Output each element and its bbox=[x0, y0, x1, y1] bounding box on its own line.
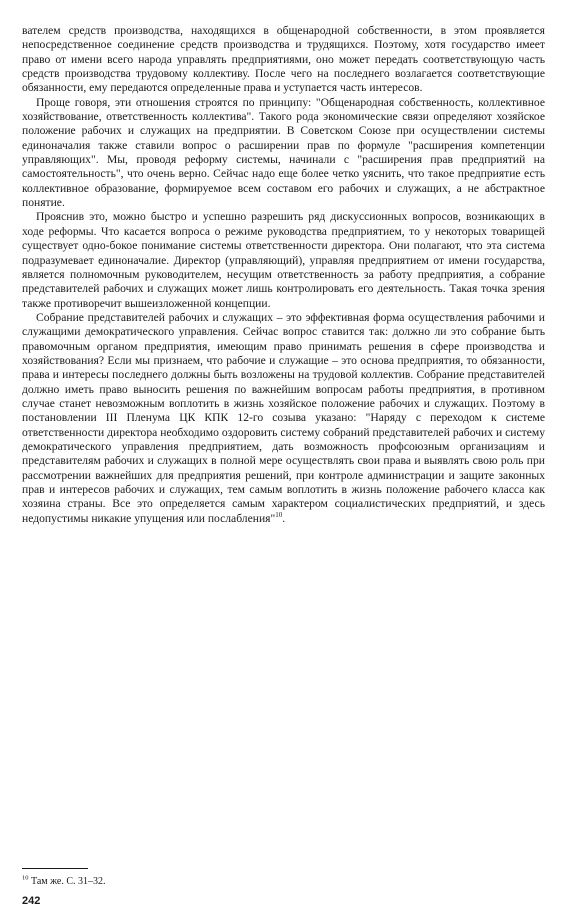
page-number: 242 bbox=[22, 895, 41, 907]
footnote-divider bbox=[22, 868, 88, 869]
footnote-text: Там же. С. 31–32. bbox=[31, 876, 106, 887]
paragraph-1: вателем средств производства, находящихся в общенародной собственности, в этом проявляется непосредственное соединение средств производства и трудящихся. Поэтому, хотя государство имеет право от имени всего народа управлять предприятиями, оно может передать соответствующую часть средств производства трудовому коллективу. После чего на последнего возлагается соответствующие обязанности, ему передаются определенные права и уступается часть интересов. bbox=[22, 24, 545, 95]
footnote-reference: 10 bbox=[275, 510, 283, 519]
paragraph-4-text: Собрание представителей рабочих и служащих – это эффективная форма осуществления рабочими и служащими демократического управления. Сейчас вопрос ставится так: должно ли это собрание быть правомочным органом предприятия, имеющим право принимать решения в сфере производства и хозяйствования? Если мы признаем, что рабочие и служащие – это основа предприятия, то обязанности, права и интересы последнего должны быть возложены на трудовой коллектив. Собрание представителей должно иметь право выносить решения по важнейшим вопросам работы предприятия, в противном случае станет невозможным воплотить в жизнь хозяйское положение рабочих и служащих. Поэтому в постановлении III Пленума ЦК КПК 12-го созыва указано: "Наряду с переходом к системе ответственности директора необходимо оздоровить систему собраний представителей рабочих и систему демократического управления предприятием, дать возможность профсоюзным организациям и представителям рабочих и служащих в полной мере осуществлять свои права и выявлять свою роль при рассмотрении важнейших для предприятия решений, при контроле администрации и защите законных прав и интересов рабочих и служащих, тем самым воплотить в жизнь положение рабочего класса как хозяина страны. Все это определяется самым характером социалистических предприятий, и здесь недопустимы никакие упущения или послабления" bbox=[22, 310, 545, 525]
footnote-mark: 10 bbox=[22, 874, 29, 882]
paragraph-3: Прояснив это, можно быстро и успешно разрешить ряд дискуссионных вопросов, возникающих в ходе реформы. Что касается вопроса о режиме руководства предприятием, то у некоторых товарищей существует одно-бокое понимание системы ответственности директора. Они полагают, что эта система подразумевает единоначалие. Директор (управляющий), управляя предприятием от имени государства, является полномочным руководителем, несущим ответственность за работу предприятия, а собрание представителей рабочих и служащих может лишь контролировать его деятельность. Такая точка зрения также противоречит вышеизложенной концепции. bbox=[22, 210, 545, 310]
footnote bbox=[22, 876, 106, 887]
page-body bbox=[22, 24, 545, 526]
paragraph-4: Собрание представителей рабочих и служащих – это эффективная форма осуществления рабочими и служащими демократического управления. Сейчас вопрос ставится так: должно ли это собрание быть правомочным органом предприятия, имеющим право принимать решения в сфере производства и хозяйствования? Если мы признаем, что рабочие и служащие – это основа предприятия, то обязанности, права и интересы последнего должны быть возложены на трудовой коллектив. Собрание представителей должно иметь право выносить решения по важнейшим вопросам работы предприятия, в противном случае станет невозможным воплотить в жизнь хозяйское положение рабочих и служащих. Поэтому в постановлении III Пленума ЦК КПК 12-го созыва указано: "Наряду с переходом к системе ответственности директора необходимо оздоровить систему собраний представителей рабочих и систему демократического управления предприятием, дать возможность профсоюзным организациям и представителям рабочих и служащих в полной мере осуществлять свои права и выявлять свою роль при рассмотрении важнейших для предприятия решений, при контроле администрации и защите законных прав и интересов рабочих и служащих, тем самым воплотить в жизнь положение рабочего класса как хозяина страны. Все это определяется самым характером социалистических предприятий, и здесь недопустимы никакие упущения или послабления"$^{10}$. bbox=[22, 310, 545, 525]
paragraph-2: Проще говоря, эти отношения строятся по принципу: "Общенародная собственность, коллективное хозяйствование, ответственность коллектива". Такого рода экономические связи определяют хозяйское положение рабочих и служащих на предприятии. В Советском Союзе при осуществлении системы единоначалия также ставили вопрос о расширении прав по формуле "расширения компетенции управляющих". Мы, проводя реформу системы, начинали с "расширения прав предприятий на самостоятельность", что очень верно. Сейчас надо еще более четко уяснить, что такое предприятие есть коллективное образование, формируемое всем составом его рабочих и служащих, а не абстрактное понятие. bbox=[22, 95, 545, 210]
